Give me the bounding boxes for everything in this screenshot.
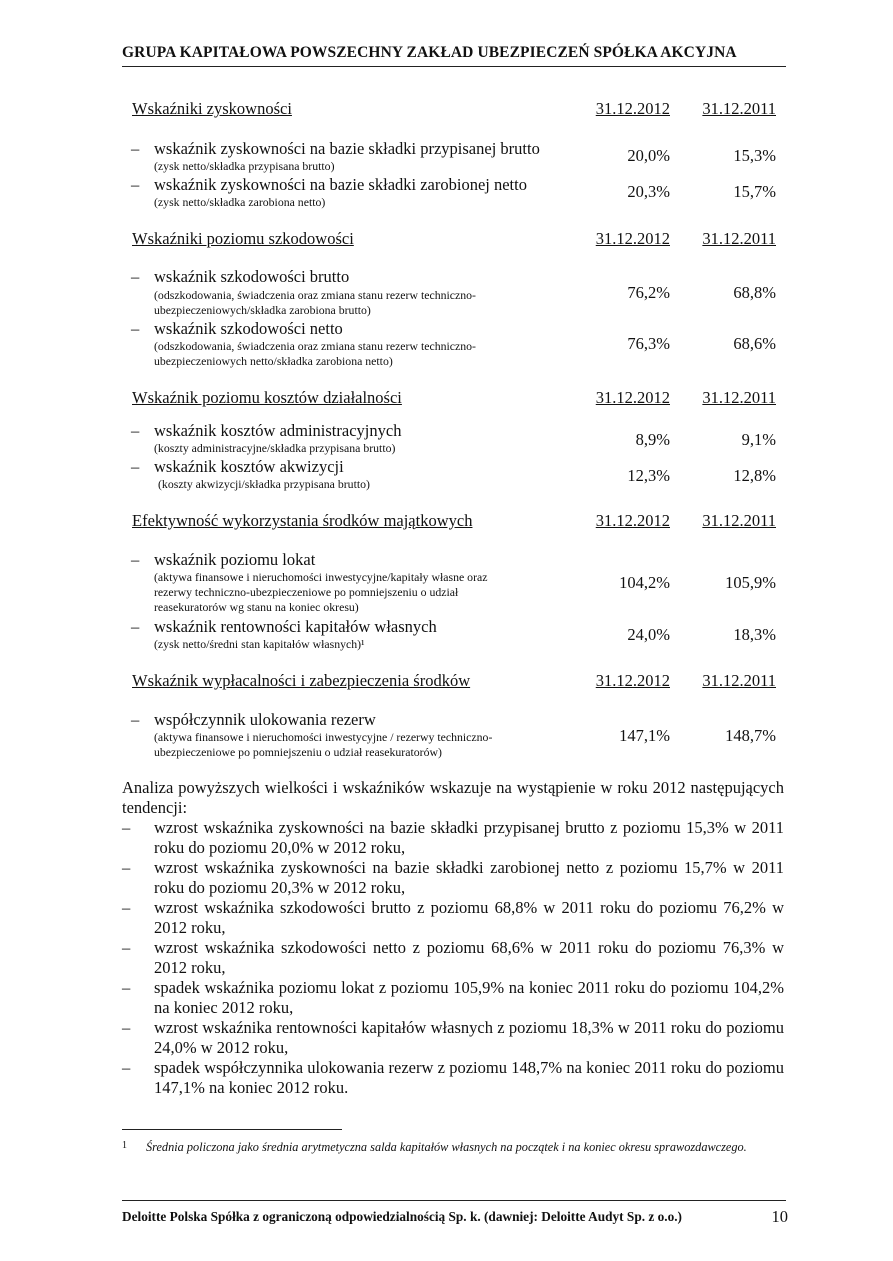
ratio-label: wskaźnik szkodowości brutto <box>154 267 350 286</box>
column-header-2012: 31.12.2012 <box>595 99 670 118</box>
ratio-description: (aktywa finansowe i nieruchomości inwestycyjne / rezerwy techniczno- <box>154 730 493 744</box>
dash-bullet: – <box>131 710 140 729</box>
ratio-description: (aktywa finansowe i nieruchomości inwestycyjne/kapitały własne oraz <box>154 570 488 584</box>
section-title: Wskaźniki zyskowności <box>132 99 292 118</box>
dash-bullet: – <box>131 267 140 286</box>
value-2012: 76,2% <box>627 283 670 302</box>
dash-bullet: – <box>131 550 140 569</box>
value-2012: 12,3% <box>627 466 670 485</box>
column-header-2012: 31.12.2012 <box>595 388 670 407</box>
list-item <box>122 898 784 938</box>
ratio-description: (odszkodowania, świadczenia oraz zmiana stanu rezerw techniczno- <box>154 288 476 302</box>
section-header <box>132 511 782 533</box>
list-item-text: spadek współczynnika ulokowania rezerw z poziomu 148,7% na koniec 2011 roku do poziomu 147,1% na koniec 2012 roku. <box>154 1058 784 1097</box>
value-2011: 18,3% <box>733 625 776 644</box>
ratio-label: wskaźnik kosztów akwizycji <box>154 457 344 476</box>
value-2011: 15,7% <box>733 182 776 201</box>
dash-bullet: – <box>122 818 131 837</box>
section-title: Wskaźniki poziomu szkodowości <box>132 229 354 248</box>
ratio-description: (koszty akwizycji/składka przypisana brutto) <box>158 477 370 491</box>
list-item <box>122 858 784 898</box>
ratio-description: ubezpieczeniowe po pomniejszeniu o udział reasekuratorów) <box>154 745 442 759</box>
ratio-label: wskaźnik poziomu lokat <box>154 550 316 569</box>
dash-bullet: – <box>131 175 140 194</box>
value-2012: 20,0% <box>627 146 670 165</box>
list-item-text: wzrost wskaźnika zyskowności na bazie składki przypisanej brutto z poziomu 15,3% w 2011 roku do poziomu 20,0% w 2012 roku, <box>154 818 784 857</box>
value-2012: 76,3% <box>627 334 670 353</box>
ratio-description: ubezpieczeniowych/składka zarobiona brutto) <box>154 303 371 317</box>
footnote-rule <box>122 1129 342 1130</box>
footer-rule <box>122 1200 786 1201</box>
analysis-block <box>122 778 784 1098</box>
section-header <box>132 388 782 410</box>
list-item-text: wzrost wskaźnika rentowności kapitałów własnych z poziomu 18,3% w 2011 roku do poziomu 24,0% w 2012 roku, <box>154 1018 784 1057</box>
ratio-description: (zysk netto/składka przypisana brutto) <box>154 159 335 173</box>
value-2011: 148,7% <box>725 726 776 745</box>
analysis-intro: Analiza powyższych wielkości i wskaźników wskazuje na wystąpienie w roku 2012 następujących tendencji: <box>122 778 784 817</box>
ratio-label: wskaźnik zyskowności na bazie składki zarobionej netto <box>154 175 527 194</box>
value-2011: 68,6% <box>733 334 776 353</box>
page-footer: Deloitte Polska Spółka z ograniczoną odpowiedzialnością Sp. k. (dawniej: Deloitte Audyt Sp. z o.o.) <box>122 1209 682 1224</box>
header-rule <box>122 66 786 67</box>
column-header-2011: 31.12.2011 <box>702 671 776 690</box>
ratio-label: wskaźnik szkodowości netto <box>154 319 343 338</box>
value-2011: 15,3% <box>733 146 776 165</box>
value-2012: 24,0% <box>627 625 670 644</box>
ratio-description: (zysk netto/średni stan kapitałów własnych)¹ <box>154 637 365 651</box>
ratio-label: wskaźnik rentowności kapitałów własnych <box>154 617 437 636</box>
list-item-text: wzrost wskaźnika zyskowności na bazie składki zarobionej netto z poziomu 15,7% w 2011 roku do poziomu 20,3% w 2012 roku, <box>154 858 784 897</box>
page-number: 10 <box>771 1207 788 1226</box>
ratio-description: ubezpieczeniowych netto/składka zarobiona netto) <box>154 354 393 368</box>
column-header-2011: 31.12.2011 <box>702 99 776 118</box>
ratio-description: (zysk netto/składka zarobiona netto) <box>154 195 326 209</box>
value-2012: 20,3% <box>627 182 670 201</box>
dash-bullet: – <box>131 319 140 338</box>
dash-bullet: – <box>122 1058 131 1077</box>
ratio-label: współczynnik ulokowania rezerw <box>154 710 376 729</box>
footnote-mark: 1 <box>122 1140 127 1151</box>
list-item-text: wzrost wskaźnika szkodowości netto z poziomu 68,6% w 2011 roku do poziomu 76,3% w 2012 roku, <box>154 938 784 977</box>
ratio-description: (odszkodowania, świadczenia oraz zmiana stanu rezerw techniczno- <box>154 339 476 353</box>
section-loss-ratios <box>131 229 782 368</box>
section-solvency <box>131 671 782 759</box>
section-header <box>132 229 782 251</box>
ratio-description: (koszty administracyjne/składka przypisana brutto) <box>154 441 396 455</box>
ratio-label: wskaźnik zyskowności na bazie składki przypisanej brutto <box>154 139 540 158</box>
value-2011: 68,8% <box>733 283 776 302</box>
analysis-bullet-list <box>122 818 784 1098</box>
section-title: Efektywność wykorzystania środków majątkowych <box>132 511 473 530</box>
section-cost-ratios <box>131 388 782 491</box>
dash-bullet: – <box>122 858 131 877</box>
value-2011: 12,8% <box>733 466 776 485</box>
column-header-2012: 31.12.2012 <box>595 511 670 530</box>
dash-bullet: – <box>131 457 140 476</box>
dash-bullet: – <box>131 139 140 158</box>
dash-bullet: – <box>131 421 140 440</box>
column-header-2012: 31.12.2012 <box>595 229 670 248</box>
ratio-label: wskaźnik kosztów administracyjnych <box>154 421 402 440</box>
section-header <box>132 671 782 693</box>
list-item <box>122 818 784 858</box>
list-item-text: spadek wskaźnika poziomu lokat z poziomu 105,9% na koniec 2011 roku do poziomu 104,2% na koniec 2012 roku, <box>154 978 784 1017</box>
list-item-text: wzrost wskaźnika szkodowości brutto z poziomu 68,8% w 2011 roku do poziomu 76,2% w 2012 roku, <box>154 898 784 937</box>
page-header: GRUPA KAPITAŁOWA POWSZECHNY ZAKŁAD UBEZPIECZEŃ SPÓŁKA AKCYJNA <box>122 44 737 61</box>
section-title: Wskaźnik wypłacalności i zabezpieczenia środków <box>132 671 471 690</box>
ratio-description: reasekuratorów wg stanu na koniec okresu) <box>154 600 359 614</box>
dash-bullet: – <box>122 938 131 957</box>
section-title: Wskaźnik poziomu kosztów działalności <box>132 388 402 407</box>
list-item <box>122 978 784 1018</box>
dash-bullet: – <box>122 898 131 917</box>
list-item <box>122 1018 784 1058</box>
column-header-2011: 31.12.2011 <box>702 511 776 530</box>
ratio-description: rezerwy techniczno-ubezpieczeniowe po pomniejszeniu o udział <box>154 585 459 599</box>
section-asset-efficiency <box>131 511 782 651</box>
footnote-text: Średnia policzona jako średnia arytmetyczna salda kapitałów własnych na początek i na koniec okresu sprawozdawczego. <box>146 1140 747 1154</box>
dash-bullet: – <box>131 617 140 636</box>
dash-bullet: – <box>122 1018 131 1037</box>
dash-bullet: – <box>122 978 131 997</box>
column-header-2012: 31.12.2012 <box>595 671 670 690</box>
value-2012: 8,9% <box>635 430 670 449</box>
section-header <box>132 99 782 121</box>
value-2012: 147,1% <box>619 726 670 745</box>
list-item <box>122 1058 784 1098</box>
column-header-2011: 31.12.2011 <box>702 388 776 407</box>
value-2011: 9,1% <box>741 430 776 449</box>
section-profitability <box>131 99 782 209</box>
column-header-2011: 31.12.2011 <box>702 229 776 248</box>
list-item <box>122 938 784 978</box>
value-2011: 105,9% <box>725 573 776 592</box>
value-2012: 104,2% <box>619 573 670 592</box>
